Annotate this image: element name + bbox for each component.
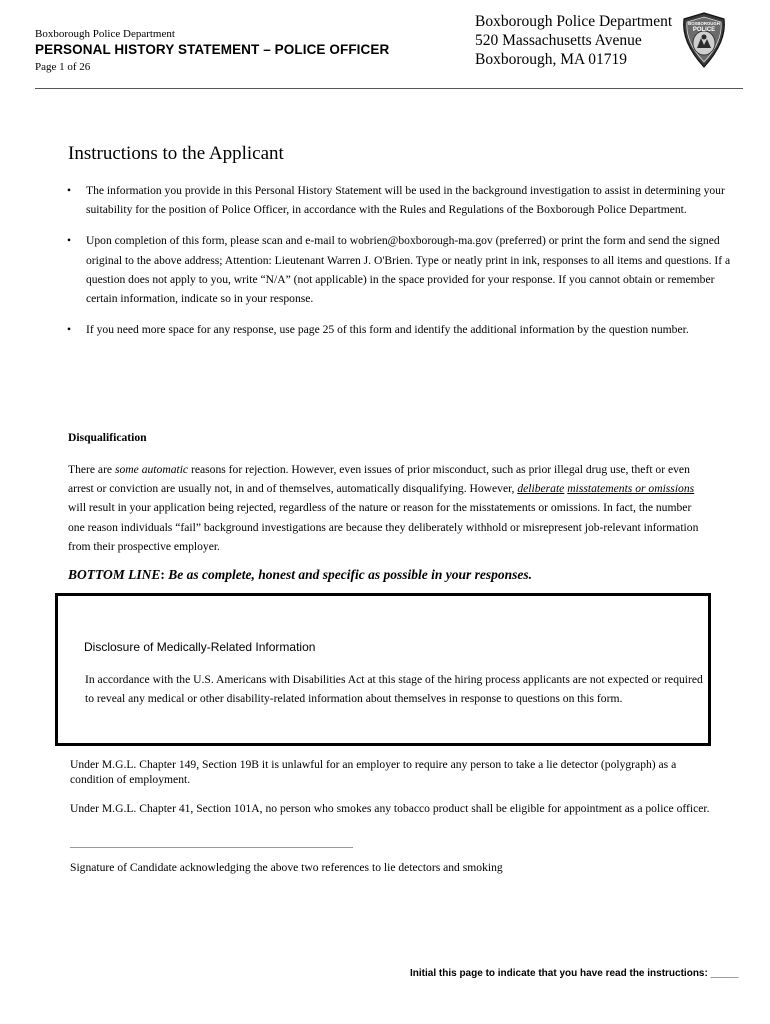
bullet-icon: • (67, 184, 72, 197)
bottom-line-statement (68, 567, 532, 583)
form-title: PERSONAL HISTORY STATEMENT – POLICE OFFICER (35, 42, 390, 57)
disqualification-heading: Disqualification (68, 431, 147, 444)
page-number: Page 1 of 26 (35, 61, 91, 73)
text-run: reasons for rejection. However, even issues of prior misconduct, such as prior illegal drug use, theft or even arrest or conviction are usually not, in and of themselves, automatically disqualifying. However, (68, 463, 690, 496)
bottom-line-label: BOTTOM LINE (68, 567, 161, 582)
underlined-text: deliberate (517, 482, 565, 496)
underlined-text: misstatements or omissions (567, 482, 695, 496)
text-run: will result in your application being rejected, regardless of the nature or reason for the misstatements or omissions. In fact, the number one reason individuals “fail” background investigations are because they deliberately withhold or misrepresent job-relevant information from their prospective employer. (68, 501, 699, 553)
signature-line[interactable] (70, 847, 353, 848)
list-item (67, 181, 737, 219)
list-item (67, 231, 737, 308)
badge-top-text: BOXBOROUGH (688, 21, 720, 26)
instructions-list (67, 181, 737, 351)
text-run: : (160, 567, 165, 582)
signature-caption: Signature of Candidate acknowledging the above two references to lie detectors and smoking (70, 861, 503, 874)
initial-instruction[interactable]: Initial this page to indicate that you have read the instructions: _____ (410, 968, 739, 979)
address-line-3: Boxborough, MA 01719 (475, 51, 627, 68)
bullet-icon: • (67, 234, 72, 248)
police-badge-logo (680, 12, 728, 68)
medical-disclosure-text: In accordance with the U.S. Americans with Disabilities Act at this stage of the hiring process applicants are not expected or required to reveal any medical or other disability-related information about themselves in response to questions on this form. (85, 673, 703, 706)
list-item (67, 320, 737, 339)
badge-icon (680, 12, 728, 68)
bottom-line-text: Be as complete, honest and specific as possible in your responses. (164, 567, 533, 582)
badge-main-text: POLICE (692, 27, 716, 33)
instruction-text: Upon completion of this form, please scan and e-mail to wobrien@boxborough-ma.gov (preferred) or print the form and send the signed original to the above address; Attention: Lieutenant Warren J. O'Brien. Type or neatly print in ink, responses to all items and questions. If a question does not apply to you, write “N/A” (not applicable) in the space provided for your response. If you cannot obtain or remember certain information, indicate so in your response. (86, 234, 731, 306)
tobacco-law-text: Under M.G.L. Chapter 41, Section 101A, no person who smokes any tobacco product shall be eligible for appointment as a police officer. (70, 802, 710, 815)
header-department-name: Boxborough Police Department (35, 28, 175, 40)
bullet-icon: • (67, 323, 72, 337)
medical-disclosure-heading: Disclosure of Medically-Related Information (84, 640, 316, 654)
polygraph-law-text: Under M.G.L. Chapter 149, Section 19B it is unlawful for an employer to require any person to take a lie detector (polygraph) as a condition of employment. (70, 758, 677, 786)
department-address (475, 12, 672, 69)
instruction-text: If you need more space for any response, use page 25 of this form and identify the additional information by the question number. (86, 323, 689, 337)
header-divider (35, 88, 743, 89)
address-line-2: 520 Massachusetts Avenue (475, 32, 642, 49)
instruction-text: The information you provide in this Personal History Statement will be used in the background investigation to assist in determining your suitability for the position of Police Officer, in accordance with the Rules and Regulations of the Boxborough Police Department. (86, 184, 725, 217)
italic-text: some automatic (114, 463, 189, 476)
disqualification-paragraph (68, 460, 708, 556)
text-run: There are (68, 463, 115, 476)
instructions-heading: Instructions to the Applicant (68, 143, 284, 164)
address-line-1: Boxborough Police Department (475, 13, 673, 30)
